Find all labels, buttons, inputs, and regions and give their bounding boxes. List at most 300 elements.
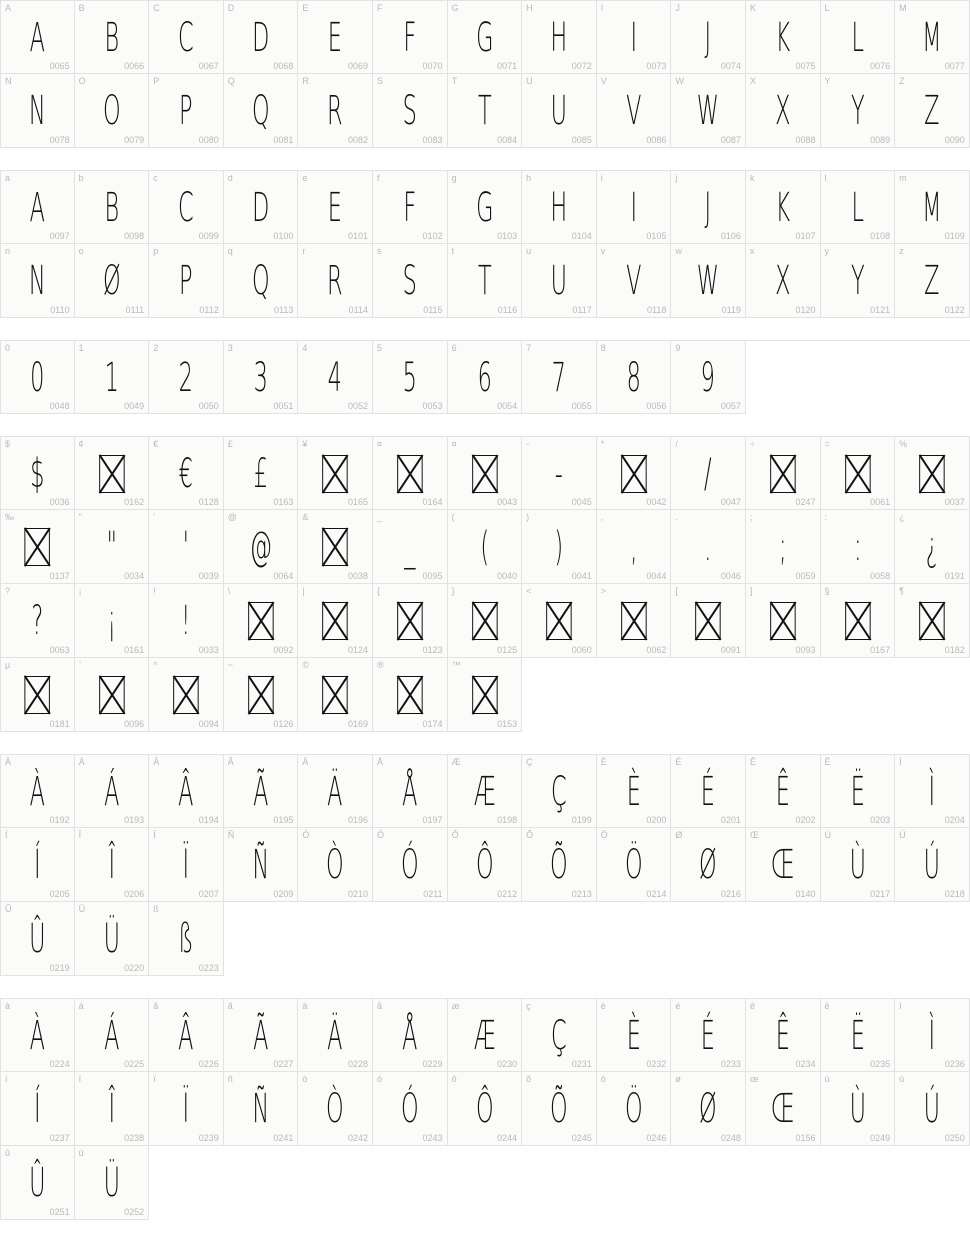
glyph-preview: Y — [850, 258, 865, 304]
glyph-preview: P — [179, 258, 193, 304]
glyph-code-label: 0214 — [646, 889, 667, 899]
glyph-char-label: ‰ — [5, 512, 14, 522]
glyph-cell[interactable] — [149, 244, 224, 318]
glyph-cell[interactable] — [671, 244, 746, 318]
glyph-char-label: Â — [153, 757, 160, 767]
glyph-cell[interactable] — [373, 74, 448, 148]
glyph-cell[interactable] — [746, 170, 821, 244]
glyph-cell[interactable] — [75, 902, 150, 976]
glyph-cell[interactable] — [522, 584, 597, 658]
glyph-block-lowercase-latin — [0, 170, 970, 318]
glyph-cell[interactable] — [224, 340, 299, 414]
glyph-cell[interactable] — [821, 828, 896, 902]
glyph-char-label: < — [526, 586, 532, 596]
glyph-code-label: 0239 — [198, 1133, 219, 1143]
glyph-preview — [389, 666, 430, 724]
glyph-cell[interactable] — [373, 1072, 448, 1146]
glyph-cell[interactable] — [522, 1072, 597, 1146]
glyph-cell[interactable] — [149, 754, 224, 828]
glyph-char-label: ! — [153, 586, 156, 596]
glyph-cell[interactable] — [597, 244, 672, 318]
glyph-cell[interactable] — [895, 0, 970, 74]
glyph-cell[interactable] — [746, 0, 821, 74]
glyph-cell[interactable] — [597, 0, 672, 74]
glyph-char-label: J — [675, 3, 680, 13]
glyph-cell[interactable] — [298, 584, 373, 658]
glyph-cell[interactable] — [821, 510, 896, 584]
glyph-code-label: 0039 — [198, 571, 219, 581]
glyph-code-label: 0043 — [497, 497, 518, 507]
glyph-row — [0, 998, 970, 1072]
glyph-cell[interactable] — [522, 0, 597, 74]
glyph-cell-empty — [671, 658, 746, 732]
glyph-preview: Õ — [550, 1086, 568, 1132]
glyph-row — [0, 436, 970, 510]
glyph-cell[interactable] — [671, 170, 746, 244]
glyph-char-label: Ú — [899, 830, 906, 840]
glyph-char-label: ì — [899, 1001, 902, 1011]
glyph-cell[interactable] — [895, 1072, 970, 1146]
glyph-cell[interactable] — [0, 828, 75, 902]
glyph-char-label: Z — [899, 76, 905, 86]
glyph-char-label: ™ — [451, 660, 461, 670]
glyph-cell[interactable] — [373, 658, 448, 732]
glyph-cell[interactable] — [224, 510, 299, 584]
glyph-code-label: 0119 — [721, 305, 741, 315]
glyph-code-label: 0234 — [795, 1059, 816, 1069]
glyph-cell[interactable] — [448, 584, 523, 658]
glyph-cell[interactable] — [75, 1146, 150, 1220]
glyph-cell[interactable] — [0, 510, 75, 584]
glyph-preview: Ã — [252, 769, 269, 815]
glyph-char-label: ® — [376, 660, 384, 670]
glyph-cell[interactable] — [671, 0, 746, 74]
glyph-cell[interactable] — [149, 0, 224, 74]
glyph-cell[interactable] — [821, 1072, 896, 1146]
glyph-cell[interactable] — [895, 510, 970, 584]
glyph-preview: Ø — [699, 842, 717, 888]
glyph-cell[interactable] — [821, 436, 896, 510]
glyph-cell[interactable] — [0, 1072, 75, 1146]
glyph-cell[interactable] — [671, 74, 746, 148]
glyph-cell[interactable] — [522, 828, 597, 902]
glyph-cell[interactable] — [373, 510, 448, 584]
glyph-cell[interactable] — [75, 754, 150, 828]
glyph-preview: G — [475, 15, 494, 61]
glyph-cell[interactable] — [224, 436, 299, 510]
glyph-char-label: ë — [824, 1001, 830, 1011]
glyph-preview: B — [104, 185, 119, 231]
glyph-block-digits — [0, 340, 970, 414]
glyph-cell[interactable] — [597, 436, 672, 510]
glyph-char-label: É — [675, 757, 682, 767]
glyph-cell[interactable] — [597, 170, 672, 244]
glyph-cell[interactable] — [448, 244, 523, 318]
glyph-preview: Ñ — [252, 1086, 269, 1132]
glyph-cell[interactable] — [298, 1072, 373, 1146]
glyph-cell[interactable] — [75, 244, 150, 318]
glyph-cell[interactable] — [75, 998, 150, 1072]
glyph-code-label: 0085 — [571, 135, 592, 145]
glyph-char-label: . — [675, 512, 678, 522]
glyph-preview: B — [104, 15, 119, 61]
glyph-cell[interactable] — [0, 340, 75, 414]
glyph-cell[interactable] — [895, 74, 970, 148]
glyph-preview: A — [29, 15, 45, 61]
glyph-char-label: % — [899, 439, 908, 449]
glyph-cell[interactable] — [373, 584, 448, 658]
glyph-cell[interactable] — [0, 74, 75, 148]
glyph-cell[interactable] — [0, 1146, 75, 1220]
glyph-cell[interactable] — [746, 74, 821, 148]
glyph-cell[interactable] — [298, 170, 373, 244]
glyph-cell[interactable] — [75, 340, 150, 414]
glyph-cell[interactable] — [522, 74, 597, 148]
glyph-code-label: 0099 — [198, 231, 219, 241]
notdef-box-icon — [770, 602, 795, 640]
glyph-cell[interactable] — [224, 244, 299, 318]
glyph-cell[interactable] — [373, 828, 448, 902]
glyph-cell[interactable] — [149, 170, 224, 244]
glyph-cell[interactable] — [373, 244, 448, 318]
glyph-preview: € — [178, 451, 194, 497]
glyph-code-label: 0108 — [870, 231, 891, 241]
glyph-cell[interactable] — [746, 244, 821, 318]
glyph-code-label: 0128 — [198, 497, 219, 507]
notdef-box-icon — [621, 602, 646, 640]
glyph-cell[interactable] — [75, 0, 150, 74]
glyph-char-label: ; — [749, 512, 753, 522]
glyph-cell[interactable] — [746, 1072, 821, 1146]
glyph-preview — [240, 592, 281, 650]
glyph-cell[interactable] — [746, 510, 821, 584]
glyph-cell[interactable] — [75, 584, 150, 658]
glyph-cell[interactable] — [298, 658, 373, 732]
glyph-cell[interactable] — [671, 1072, 746, 1146]
glyph-code-label: 0070 — [422, 61, 443, 71]
glyph-cell[interactable] — [821, 244, 896, 318]
glyph-cell[interactable] — [298, 74, 373, 148]
glyph-cell[interactable] — [522, 998, 597, 1072]
glyph-cell-empty — [895, 902, 970, 976]
glyph-preview: 2 — [178, 355, 194, 401]
glyph-cell[interactable] — [522, 340, 597, 414]
glyph-cell[interactable] — [75, 658, 150, 732]
glyph-cell[interactable] — [0, 998, 75, 1072]
glyph-char-label: & — [302, 512, 309, 522]
glyph-preview — [762, 445, 803, 503]
glyph-code-label: 0126 — [273, 719, 294, 729]
glyph-code-label: 0225 — [124, 1059, 145, 1069]
glyph-preview: I — [630, 185, 637, 231]
glyph-preview: Ç — [551, 1013, 567, 1059]
glyph-cell[interactable] — [746, 584, 821, 658]
glyph-preview: 5 — [402, 355, 417, 401]
glyph-char-label: ÷ — [749, 439, 755, 449]
glyph-cell[interactable] — [821, 998, 896, 1072]
glyph-char-label: l — [824, 173, 827, 183]
glyph-preview: / — [704, 451, 712, 497]
glyph-cell[interactable] — [895, 170, 970, 244]
glyph-cell[interactable] — [448, 436, 523, 510]
glyph-cell[interactable] — [895, 584, 970, 658]
glyph-cell[interactable] — [597, 998, 672, 1072]
glyph-code-label: 0198 — [497, 815, 518, 825]
glyph-cell-empty — [895, 658, 970, 732]
glyph-code-label: 0116 — [497, 305, 518, 315]
glyph-cell[interactable] — [373, 436, 448, 510]
glyph-preview: Æ — [473, 1013, 496, 1059]
glyph-code-label: 0102 — [422, 231, 443, 241]
glyph-cell[interactable] — [448, 828, 523, 902]
glyph-code-label: 0076 — [870, 61, 891, 71]
glyph-cell[interactable] — [373, 998, 448, 1072]
glyph-cell[interactable] — [0, 0, 75, 74]
glyph-cell[interactable] — [298, 340, 373, 414]
glyph-code-label: 0248 — [720, 1133, 741, 1143]
glyph-cell[interactable] — [149, 510, 224, 584]
glyph-cell[interactable] — [149, 436, 224, 510]
glyph-char-label: ] — [749, 586, 753, 596]
glyph-cell[interactable] — [448, 754, 523, 828]
glyph-preview: " — [106, 524, 117, 570]
glyph-cell[interactable] — [895, 436, 970, 510]
glyph-cell[interactable] — [522, 510, 597, 584]
glyph-cell[interactable] — [0, 584, 75, 658]
glyph-char-label: w — [675, 246, 682, 256]
glyph-code-label: 0094 — [198, 719, 219, 729]
glyph-cell[interactable] — [522, 170, 597, 244]
glyph-cell[interactable] — [671, 436, 746, 510]
glyph-code-label: 0220 — [124, 963, 145, 973]
glyph-cell[interactable] — [448, 340, 523, 414]
glyph-code-label: 0218 — [944, 889, 965, 899]
glyph-cell[interactable] — [373, 340, 448, 414]
glyph-code-label: 0236 — [944, 1059, 965, 1069]
glyph-cell[interactable] — [224, 584, 299, 658]
glyph-preview — [315, 666, 356, 724]
glyph-cell[interactable] — [224, 0, 299, 74]
glyph-code-label: 0167 — [870, 645, 891, 655]
glyph-cell[interactable] — [298, 998, 373, 1072]
notdef-box-icon — [770, 455, 795, 493]
glyph-cell[interactable] — [373, 754, 448, 828]
glyph-preview: F — [403, 15, 417, 61]
glyph-char-label: ^ — [153, 660, 158, 670]
glyph-cell[interactable] — [448, 0, 523, 74]
glyph-preview — [315, 518, 356, 576]
glyph-cell[interactable] — [895, 998, 970, 1072]
glyph-preview: D — [251, 15, 270, 61]
glyph-cell[interactable] — [522, 244, 597, 318]
glyph-preview: Ï — [182, 1086, 190, 1132]
glyph-char-label: Æ — [451, 757, 461, 767]
glyph-char-label: F — [376, 3, 383, 13]
glyph-cell[interactable] — [75, 1072, 150, 1146]
glyph-cell[interactable] — [597, 510, 672, 584]
glyph-cell[interactable] — [298, 754, 373, 828]
glyph-cell[interactable] — [149, 998, 224, 1072]
glyph-cell[interactable] — [0, 902, 75, 976]
glyph-code-label: 0230 — [497, 1059, 518, 1069]
glyph-cell[interactable] — [224, 170, 299, 244]
glyph-cell[interactable] — [224, 998, 299, 1072]
glyph-code-label: 0088 — [795, 135, 816, 145]
glyph-cell[interactable] — [597, 584, 672, 658]
glyph-char-label: ` — [78, 660, 82, 670]
glyph-cell[interactable] — [895, 754, 970, 828]
glyph-code-label: 0161 — [124, 645, 145, 655]
glyph-cell[interactable] — [448, 658, 523, 732]
glyph-cell[interactable] — [821, 0, 896, 74]
glyph-cell-empty — [895, 340, 970, 414]
glyph-cell[interactable] — [597, 1072, 672, 1146]
glyph-char-label: ú — [899, 1074, 905, 1084]
glyph-code-label: 0091 — [720, 645, 741, 655]
glyph-char-label: ê — [749, 1001, 755, 1011]
glyph-cell[interactable] — [373, 0, 448, 74]
glyph-cell[interactable] — [448, 74, 523, 148]
glyph-code-label: 0045 — [571, 497, 592, 507]
glyph-char-label: ó — [376, 1074, 382, 1084]
glyph-cell[interactable] — [75, 828, 150, 902]
glyph-cell[interactable] — [671, 998, 746, 1072]
glyph-cell[interactable] — [149, 340, 224, 414]
glyph-preview: Ñ — [252, 842, 269, 888]
glyph-cell[interactable] — [224, 74, 299, 148]
glyph-cell-empty — [746, 340, 821, 414]
glyph-char-label: 0 — [5, 343, 11, 353]
glyph-cell[interactable] — [149, 74, 224, 148]
glyph-cell[interactable] — [895, 244, 970, 318]
notdef-box-icon — [322, 676, 347, 714]
glyph-code-label: 0165 — [347, 497, 368, 507]
glyph-code-label: 0072 — [571, 61, 592, 71]
glyph-cell[interactable] — [298, 244, 373, 318]
glyph-code-label: 0153 — [497, 719, 518, 729]
glyph-preview: A — [29, 185, 45, 231]
glyph-cell[interactable] — [75, 74, 150, 148]
glyph-cell[interactable] — [821, 74, 896, 148]
glyph-cell[interactable] — [0, 244, 75, 318]
glyph-cell[interactable] — [224, 754, 299, 828]
glyph-char-label: È — [600, 757, 607, 767]
glyph-code-label: 0093 — [795, 645, 816, 655]
glyph-cell[interactable] — [895, 828, 970, 902]
glyph-cell[interactable] — [746, 828, 821, 902]
glyph-cell[interactable] — [746, 998, 821, 1072]
glyph-code-label: 0251 — [49, 1207, 70, 1217]
glyph-code-label: 0162 — [124, 497, 145, 507]
glyph-char-label: ø — [675, 1074, 681, 1084]
glyph-code-label: 0046 — [720, 571, 741, 581]
glyph-cell[interactable] — [0, 170, 75, 244]
glyph-cell[interactable] — [597, 340, 672, 414]
glyph-cell[interactable] — [0, 754, 75, 828]
glyph-cell[interactable] — [671, 584, 746, 658]
glyph-cell[interactable] — [0, 436, 75, 510]
glyph-code-label: 0226 — [198, 1059, 219, 1069]
glyph-cell[interactable] — [224, 828, 299, 902]
glyph-cell[interactable] — [75, 510, 150, 584]
glyph-preview: F — [403, 185, 417, 231]
glyph-cell[interactable] — [149, 584, 224, 658]
glyph-cell[interactable] — [224, 658, 299, 732]
glyph-char-label: n — [5, 246, 11, 256]
glyph-cell[interactable] — [448, 998, 523, 1072]
glyph-char-label: T — [451, 76, 458, 86]
glyph-cell[interactable] — [671, 510, 746, 584]
glyph-char-label: c — [153, 173, 158, 183]
glyph-cell[interactable] — [149, 1072, 224, 1146]
glyph-code-label: 0080 — [198, 135, 219, 145]
glyph-code-label: 0057 — [720, 401, 741, 411]
glyph-cell[interactable] — [298, 828, 373, 902]
glyph-cell[interactable] — [671, 828, 746, 902]
glyph-preview: Á — [103, 769, 120, 815]
glyph-preview: É — [701, 769, 716, 815]
glyph-char-label: f — [376, 173, 380, 183]
glyph-cell[interactable] — [821, 584, 896, 658]
glyph-cell[interactable] — [522, 754, 597, 828]
glyph-cell[interactable] — [522, 436, 597, 510]
glyph-cell[interactable] — [149, 658, 224, 732]
glyph-char-label: Ù — [824, 830, 832, 840]
glyph-cell[interactable] — [448, 1072, 523, 1146]
glyph-cell[interactable] — [149, 902, 224, 976]
glyph-code-label: 0217 — [870, 889, 891, 899]
glyph-cell[interactable] — [671, 754, 746, 828]
glyph-cell[interactable] — [671, 340, 746, 414]
glyph-char-label: d — [227, 173, 233, 183]
glyph-cell[interactable] — [298, 510, 373, 584]
glyph-cell[interactable] — [597, 754, 672, 828]
glyph-cell[interactable] — [821, 754, 896, 828]
glyph-code-label: 0110 — [50, 305, 70, 315]
glyph-cell[interactable] — [597, 828, 672, 902]
glyph-cell[interactable] — [597, 74, 672, 148]
notdef-box-icon — [322, 528, 347, 566]
glyph-cell[interactable] — [298, 0, 373, 74]
glyph-char-label: À — [5, 757, 12, 767]
glyph-preview: D — [251, 185, 270, 231]
glyph-preview — [464, 666, 505, 724]
glyph-char-label: h — [526, 173, 532, 183]
glyph-cell[interactable] — [746, 754, 821, 828]
glyph-cell[interactable] — [298, 436, 373, 510]
glyph-cell[interactable] — [746, 436, 821, 510]
glyph-preview: ) — [554, 524, 564, 570]
glyph-cell[interactable] — [821, 170, 896, 244]
glyph-cell[interactable] — [224, 1072, 299, 1146]
glyph-char-label: C — [153, 3, 160, 13]
glyph-preview: U — [550, 258, 568, 304]
glyph-cell[interactable] — [0, 658, 75, 732]
glyph-cell[interactable] — [448, 170, 523, 244]
glyph-cell[interactable] — [149, 828, 224, 902]
glyph-cell[interactable] — [373, 170, 448, 244]
glyph-preview: X — [775, 88, 791, 134]
glyph-cell[interactable] — [75, 436, 150, 510]
glyph-code-label: 0249 — [870, 1133, 891, 1143]
glyph-code-label: 0109 — [944, 231, 965, 241]
glyph-code-label: 0137 — [49, 571, 70, 581]
glyph-cell[interactable] — [75, 170, 150, 244]
glyph-code-label: 0227 — [273, 1059, 294, 1069]
notdef-box-icon — [25, 676, 50, 714]
glyph-code-label: 0182 — [944, 645, 965, 655]
glyph-cell[interactable] — [448, 510, 523, 584]
